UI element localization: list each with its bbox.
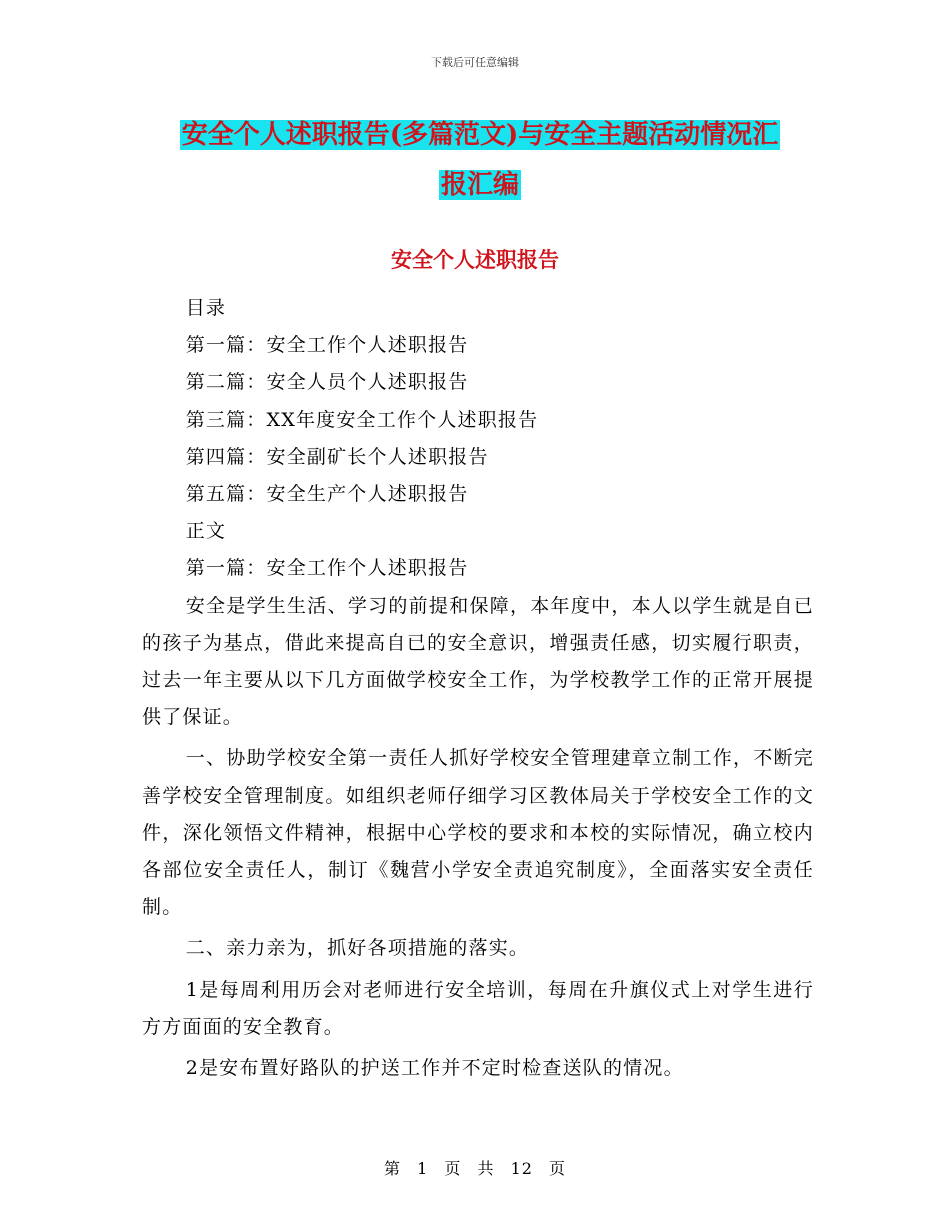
total-page-count: 12 [510,1159,533,1178]
main-label: 正文 [185,520,227,543]
toc-item: 第五篇：安全生产个人述职报告 [185,483,469,506]
footer-page-word: 页 [444,1159,462,1178]
toc-heading: 目录 [185,297,227,319]
footer-prefix: 第 [383,1159,401,1178]
body-paragraph: 1是每周利用历会对老师进行安全培训，每周在升旗仪式上对学生进行方方面面的安全教育。 [142,978,814,1038]
section-title: 第一篇：安全工作个人述职报告 [185,557,469,580]
footer-suffix: 页 [549,1159,567,1178]
toc-item: 第二篇：安全人员个人述职报告 [185,371,469,394]
document-title [150,110,810,210]
body-paragraph: 2是安布置好路队的护送工作并不定时检查送队的情况。 [185,1057,684,1080]
title-line-2: 报汇编 [440,170,519,200]
toc-item: 第一篇：安全工作个人述职报告 [185,334,469,357]
footer-total-word: 共 [477,1159,495,1178]
toc-item: 第四篇：安全副矿长个人述职报告 [185,445,489,468]
body-paragraph: 二、亲力亲为，抓好各项措施的落实。 [185,937,530,960]
current-page-number: 1 [417,1159,429,1178]
body-paragraph: 一、协助学校安全第一责任人抓好学校安全管理建章立制工作，不断完善学校安全管理制度。如组织老师仔细学习区教体局关于学校安全工作的文件，深化领悟文件精神，根据中心学校的要求和本校的实际情况，确立校内各部位安全责任人，制订《魏营小学安全责追究制度》，全面落实安全责任制。 [142,747,814,919]
toc-item: 第三篇：XX年度安全工作个人述职报告 [185,408,539,431]
body-paragraph: 安全是学生生活、学习的前提和保障，本年度中，本人以学生就是自已的孩子为基点，借此来提高自已的安全意识，增强责任感，切实履行职责，过去一年主要从以下几方面做学校安全工作，为学校教学工作的正常开展提供了保证。 [142,594,814,729]
title-line-1: 安全个人述职报告(多篇范文)与安全主题活动情况汇 [181,120,779,150]
document-body [142,290,814,1087]
page-header-note: 下载后可任意编辑 [431,56,519,69]
page-footer [0,1156,950,1179]
section-subtitle: 安全个人述职报告 [391,247,559,272]
